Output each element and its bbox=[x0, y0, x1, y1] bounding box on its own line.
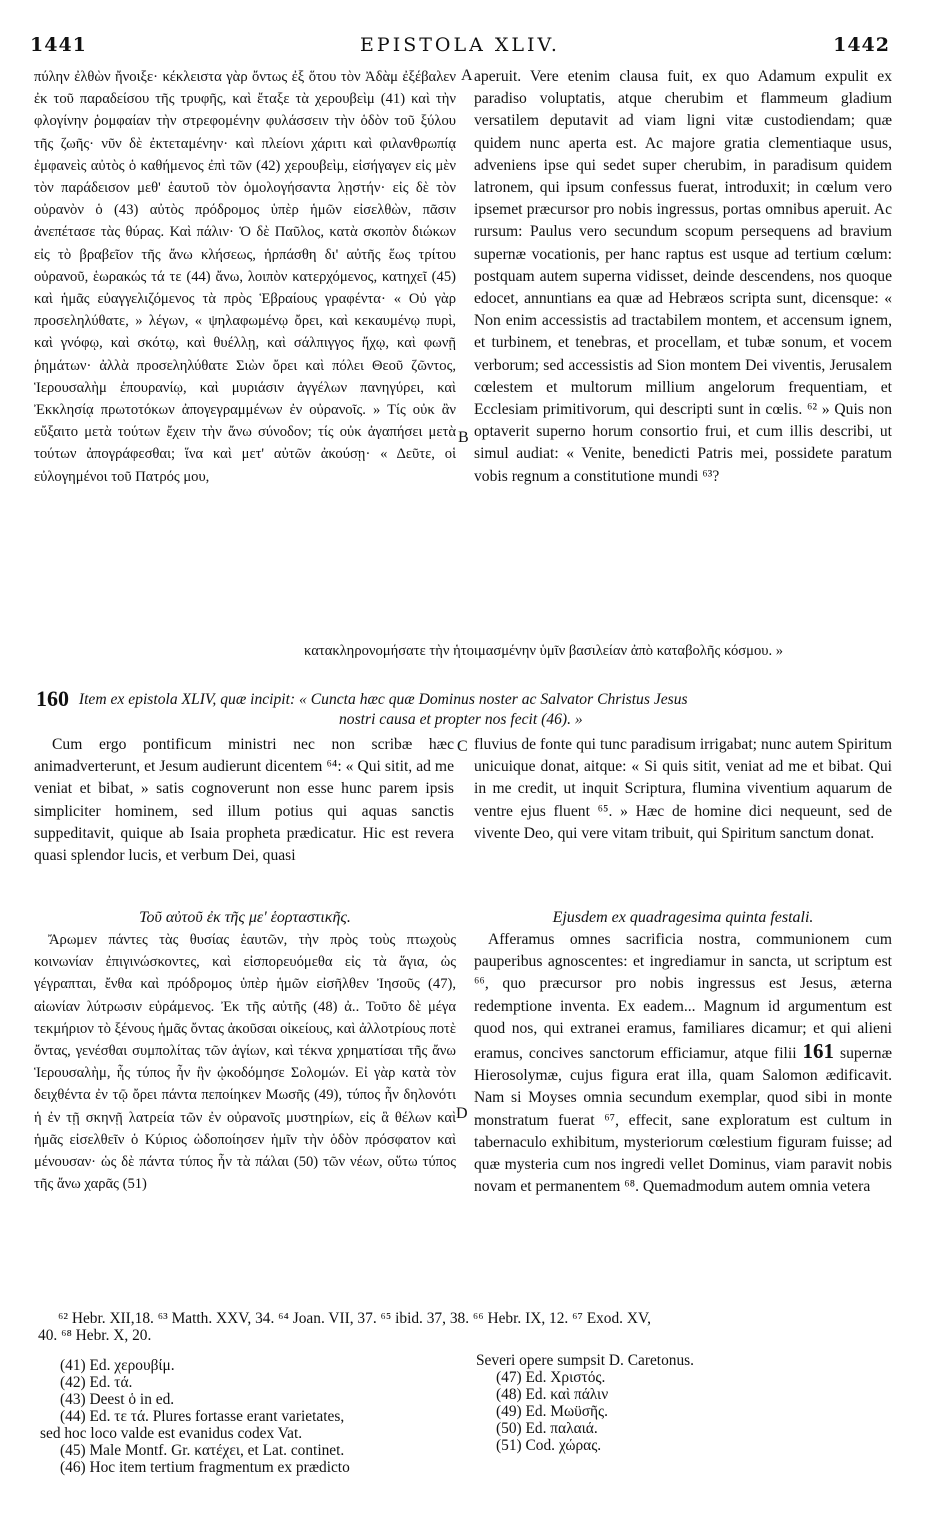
margin-letter-d: D bbox=[456, 1105, 468, 1122]
inline-column-number-161: 161 bbox=[802, 1039, 835, 1064]
section-heading-line2: nostri causa et propter nos fecit (46). » bbox=[339, 711, 583, 728]
note-44: (44) Ed. τε τά. Plures fortasse erant varietates, bbox=[60, 1408, 345, 1425]
running-header bbox=[30, 34, 890, 58]
greek-text-top: πύλην ἐλθὼν ἤνοιξε· κέκλειστα γὰρ ὄντως ἐξ ὅτου τὸν Ἀδὰμ ἐξέβαλεν ἐκ τοῦ παραδείσου τῆς τρυφῆς, καὶ ἔταξε τὰ χερουβεὶμ (41) καὶ τὴν φλογίνην ῥομφαίαν τὴν στρεφομένην φυλάσσειν τὴν ὁδὸν τοῦ ξύλου τῆς ζωῆς· νῦν δὲ ἐκτεταμένην· καὶ πλείονι χάριτι καὶ φιλανθρωπίᾳ ἐμφανεὶς αὐτὸς ὁ καθήμενος ἐπὶ τῶν (42) χερουβεὶμ, εἰσήγαγεν εἰς μὲν τὸν παράδεισον μεθ' ἑαυτοῦ τὸν ὁμολογήσαντα λῃστήν· εἰς δὲ τὸν οὐρανὸν ὁ (43) αὐτὸς πρόδρομος ὑπὲρ ἡμῶν εἰσελθὼν, πᾶσιν ἀνεπέτασε τὰς θύρας. Καὶ πάλιν· Ὁ δὲ Παῦλος, κατὰ σκοπὸν διώκων εἰς τὸ βραβεῖον τῆς ἄνω κλήσεως, ἡρπάσθη δι' αὐτῆς ἕως τρίτου οὐρανοῦ, ἑωρακώς τά τε (44) ἄνω, λοιπὸν κατερχόμενος, κατηχεῖ (45) καὶ ἡμᾶς εὐαγγελιζόμενος τὰ πρὸς Ἑβραίους γραφέντα· « Οὐ γὰρ προσεληλύθατε, » λέγων, « ψηλαφωμένῳ ὄρει, καὶ κεκαυμένῳ πυρὶ, καὶ γνόφῳ, καὶ σκότῳ, καὶ θυέλλῃ, καὶ σάλπιγγος ἤχῳ, καὶ φωνῇ ῥημάτων· ἀλλὰ προσεληλύθατε Σιὼν ὄρει καὶ πόλει Θεοῦ ζῶντος, Ἱερουσαλὴμ ἐπουρανίῳ, καὶ μυριάσιν ἀγγέλων πανηγύρει, καὶ Ἐκκλησίᾳ πρωτοτόκων ἀπογεγραμμένων ἐν οὐρανοῖς. » Τίς οὐκ ἂν εὔξαιτο μετὰ τούτων ἔχειν τὴν ἄνω σύνοδον; τίς οὐκ ἀγαπήσει μετὰ τούτων ἀπογράφεσθαι; ἵνα καὶ μετ' αὐτῶν ἀκούσῃ· « Δεῦτε, οἱ εὐλογημένοι τοῦ Πατρός μου, bbox=[34, 69, 456, 485]
latin-column-top bbox=[474, 66, 892, 638]
section-number-160: 160 bbox=[36, 686, 69, 711]
margin-letter-b: B bbox=[458, 429, 469, 446]
latin-column-left-160 bbox=[34, 734, 454, 908]
greek-festal-heading: Τοῦ αὐτοῦ ἐκ τῆς με' ἑορταστικῆς. bbox=[139, 909, 351, 926]
note-51: (51) Cod. χώρας. bbox=[496, 1437, 602, 1454]
margin-letter-c: C bbox=[457, 738, 468, 755]
notes-right-column bbox=[476, 1352, 896, 1454]
running-title: EPISTOLA XLIV. bbox=[360, 34, 560, 56]
note-42: (42) Ed. τά. bbox=[60, 1374, 133, 1391]
note-43: (43) Deest ὁ in ed. bbox=[60, 1391, 175, 1408]
greek-spanning-line bbox=[34, 640, 890, 684]
latin-festal-heading: Ejusdem ex quadragesima quinta festali. bbox=[552, 909, 814, 926]
greek-festal-text: Ἄρωμεν πάντες τὰς θυσίας ἑαυτῶν, τὴν πρὸς τοὺς πτωχοὺς κοινωνίαν ἐπιγινώσκοντες, καὶ εἰσπορευόμεθα εἰς τὰ ἅγια, ὡς γέγραπται, ἔνθα καὶ πρόδρομος ὑπὲρ ἡμῶν εἰσῆλθεν Ἰησοῦς (47), αἰωνίαν λύτρωσιν εὑράμενος. Ἐκ τῆς αὐτῆς (48) ἀ.. Τοῦτο δὲ μέγα τεκμήριον τὸ ξένους ἡμᾶς ὄντας ἀκοῦσαι οἰκείους, καὶ ἀλλοτρίους ποτὲ ὄντας, γενέσθαι συμπολίτας τῶν ἁγίων, καὶ τέκνα χρηματίσαι τῆς ἄνω Ἱερουσαλὴμ, ἧς τύπος ἦν ἣν ᾠκοδόμησε Σολομών. Εἰ γὰρ κατὰ τὸν δειχθέντα ἐν τῷ ὄρει πάντα πεποίηκεν Μωσῆς (49), τύπος ἦν δηλονότι ἡ ἐν τῇ σκηνῇ λατρεία τῶν ἐν οὐρανοῖς μυστηρίων, εἰς ἃ θέλων καὶ ἡμᾶς εἰσελθεῖν ὁ Κύριος ὡδοποίησεν ἡμῖν τὴν ὁδὸν πρόσφατον καὶ μένουσαν· ὡς δὲ πάντα τύπος ἦν τὰ πάλαι (50) τῶν νέων, οὕτω τύπος τῆς ἄνω χαρᾶς (51) bbox=[34, 932, 456, 1193]
margin-letter-a: A bbox=[461, 67, 473, 84]
note-47: (47) Ed. Χριστός. bbox=[496, 1369, 606, 1386]
right-page-number: 1442 bbox=[833, 34, 890, 56]
scripture-references-line1: ⁶² Hebr. XII,18. ⁶³ Matth. XXV, 34. ⁶⁴ Joan. VII, 37. ⁶⁵ ibid. 37, 38. ⁶⁶ Hebr. IX, 12. ⁶⁷ Exod. XV, bbox=[58, 1310, 651, 1327]
note-50: (50) Ed. παλαιά. bbox=[496, 1420, 598, 1437]
latin-column-festal bbox=[474, 909, 892, 1305]
latin-text-left-160: Cum ergo pontificum ministri nec non scribæ hæc animadverterunt, et Jesum audierunt dicentem ⁶⁴: « Qui sitit, ad me veniat et bibat, » satis cognoverunt non esse hunc parem ipsis simpliciter hominem, sed illum potius qui aquas sanctis suppeditavit, quique ab Isaia propheta prædicatur. Hic est revera quasi splendor lucis, et verbum Dei, quasi bbox=[34, 736, 454, 865]
note-41: (41) Ed. χερουβίμ. bbox=[60, 1357, 175, 1374]
notes-left-column bbox=[40, 1357, 460, 1476]
left-page-number: 1441 bbox=[30, 34, 87, 56]
note-46-continued: Severi opere sumpsit D. Caretonus. bbox=[476, 1352, 694, 1369]
section-heading-line1: Item ex epistola XLIV, quæ incipit: « Cuncta hæc quæ Dominus noster ac Salvator Christus Jesus bbox=[78, 691, 688, 708]
note-48: (48) Ed. καὶ πάλιν bbox=[496, 1386, 609, 1403]
latin-text-right-160: fluvius de fonte qui tunc paradisum irrigabat; nunc autem Spiritum unicuique donat, aitque: « Si quis sitit, veniat ad me et bibat. Qui in me credit, ut inquit Scriptura, flumina viventium aquarum de ventre ejus fluent ⁶⁵. » Hæc de homine dici nequeunt, sed de vivente Deo, qui vere vitam tribuit, qui Spiritum sanctum donat. bbox=[474, 736, 892, 842]
latin-text-top: aperuit. Vere etenim clausa fuit, ex quo Adamum expulit ex paradiso voluptatis, atque cherubim et flammeum gladium versatilem deputavit ad viam ligni vitæ custodiendam; quæ quidem nunc aperta est. Ac majore gratia clementiaque usus, adveniens ipse qui sedet super cherubim, in paradisum quidem latronem, qui ipsum confessus fuerat, introduxit; in cœlum vero ipsemet præcursor pro nobis ingressus, portas omnibus aperuit. Ac rursum: Paulus vero secundum scopum persequens ad bravium supernæ vocationis, per hanc raptus est usque ad tertium cœlum: postquam autem superna vidisset, deinde descendens, nos quoque edocet, annuntians ea quæ ad Hebræos scripta sunt, dicensque: « Non enim accessistis ad tractabilem montem, et accensum ignem, et turbinem, et tenebras, et procellam, et tubæ sonum, et vocem verborum; sed accessistis ad Sion montem Dei viventis, Jerusalem cœlestem et multorum millium angelorum frequentiam, et Ecclesiam primitivorum, qui descripti sunt in cœlis. ⁶² » Quis non optaverit superno horum consortio frui, et cum illis describi, ut simul audiat: « Venite, benedicti Patris mei, possidete paratum vobis regnum a constitutione mundi ⁶³? bbox=[474, 68, 892, 485]
greek-column-top bbox=[34, 66, 456, 638]
greek-span-text: κατακληρονομήσατε τὴν ἡτοιμασμένην ὑμῖν βασιλείαν ἀπὸ καταβολῆς κόσμου. » bbox=[304, 643, 784, 659]
note-45: (45) Male Montf. Gr. κατέχει, et Lat. continet. bbox=[60, 1442, 345, 1459]
note-46: (46) Hoc item tertium fragmentum ex prædicto bbox=[60, 1459, 350, 1476]
latin-festal-text-part1: Afferamus omnes sacrificia nostra, communionem cum pauperibus agnoscentes: et ingrediamur in sancta, ut scriptum est ⁶⁶, quo præcursor pro nobis ingressus est Jesus, æterna redemptione inventa. Ex eadem... Magnum id argumentum est quod nos, qui extranei eramus, familiares dicamur; et qui alieni eramus, concives sanctorum efficiamur, atque filii bbox=[474, 931, 892, 1063]
note-44-continued: sed hoc loco valde est evanidus codex Vat. bbox=[40, 1425, 303, 1442]
greek-column-festal bbox=[34, 909, 456, 1305]
note-49: (49) Ed. Μωϋσῆς. bbox=[496, 1403, 609, 1420]
latin-column-right-160 bbox=[474, 734, 892, 908]
scripture-references bbox=[38, 1310, 898, 1344]
scripture-references-line2: 40. ⁶⁸ Hebr. X, 20. bbox=[38, 1327, 152, 1344]
section-160-heading bbox=[36, 686, 896, 730]
latin-festal-text bbox=[474, 929, 892, 1198]
latin-festal-text-part2: supernæ Hierosolymæ, cujus figura erat illa, quam Salomon ædificavit. Nam si Moyses omnia secundum exemplar, quod sibi in monte monstratum fuerat ⁶⁷, effecit, sane exploratum est cultum in tabernaculo exhibitum, mysteriorum cœlestium figuram fuisse; ad quæ mysteria cum nos ingredi vellet Dominus, viam paravit nobis novam et permanentem ⁶⁸. Quemadmodum autem omnia vetera bbox=[474, 1045, 892, 1196]
